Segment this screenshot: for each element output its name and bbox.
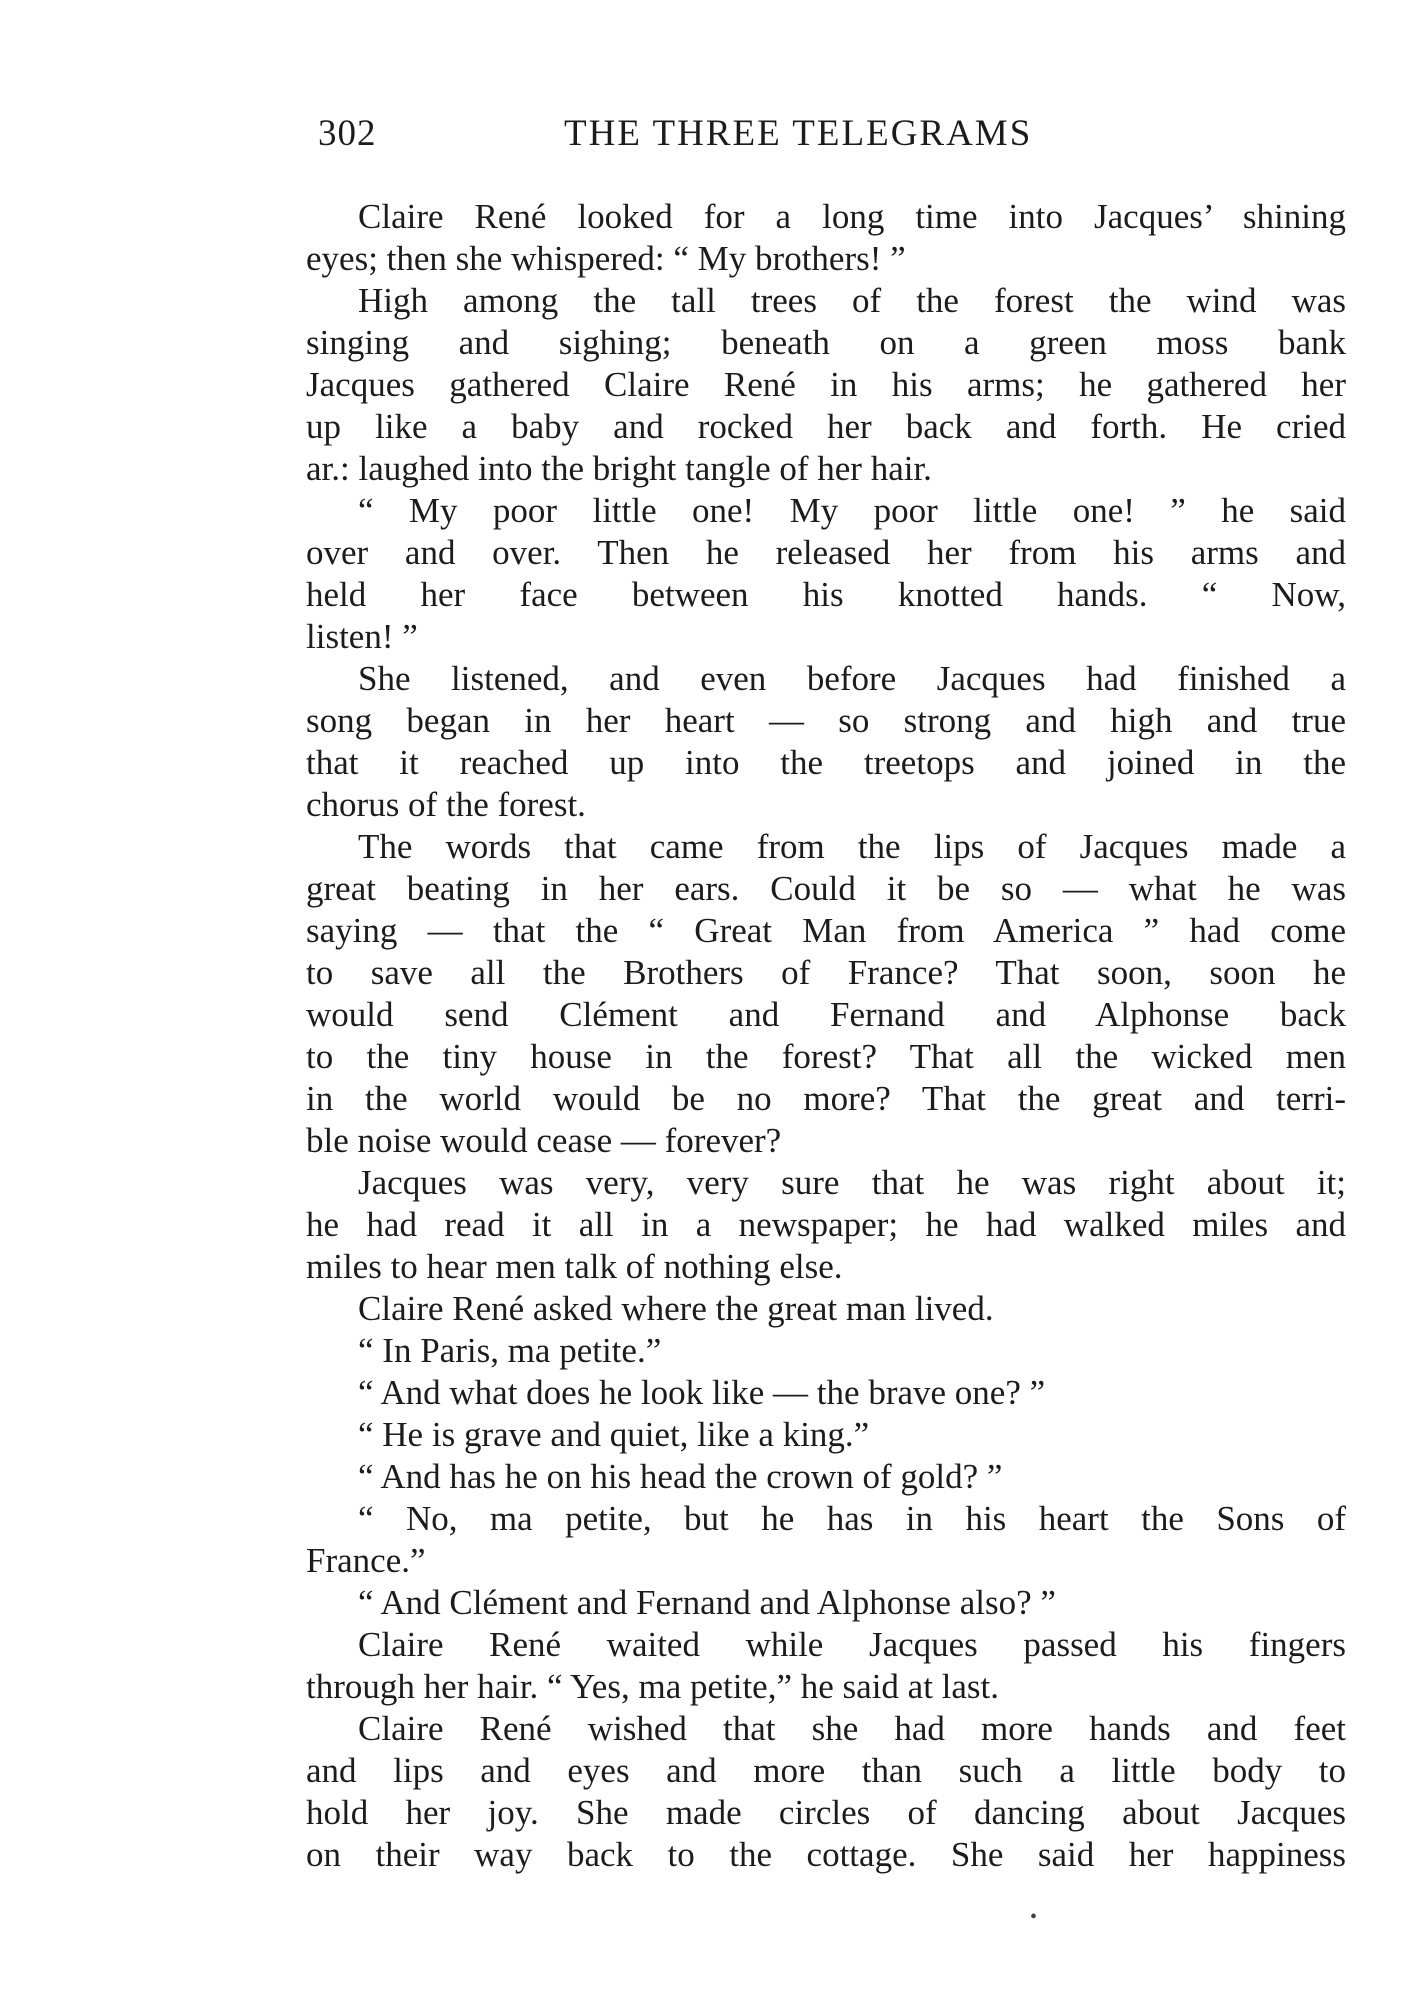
text-line: singing and sighing; beneath on a green moss bank <box>306 323 1346 362</box>
text-line: through her hair. “ Yes, ma petite,” he said at last. <box>306 1667 1000 1706</box>
text-line: hold her joy. She made circles of dancing about Jacques <box>306 1793 1346 1832</box>
text-line: “ And Clément and Fernand and Alphonse also? ” <box>358 1583 1056 1622</box>
text-line: on their way back to the cottage. She said her happiness <box>306 1835 1346 1874</box>
text-line: Claire René looked for a long time into Jacques’ shining <box>358 197 1346 236</box>
text-line: ble noise would cease — forever? <box>306 1121 782 1160</box>
text-line: he had read it all in a newspaper; he had walked miles and <box>306 1205 1346 1244</box>
text-line: “ And what does he look like — the brave one? ” <box>358 1373 1046 1412</box>
text-line: The words that came from the lips of Jacques made a <box>358 827 1346 866</box>
text-line: “ And has he on his head the crown of gold? ” <box>358 1457 1003 1496</box>
text-line: “ My poor little one! My poor little one! ” he said <box>358 491 1346 530</box>
text-line: Claire René waited while Jacques passed his fingers <box>358 1625 1346 1664</box>
text-line: “ No, ma petite, but he has in his heart the Sons of <box>358 1499 1346 1538</box>
text-line: held her face between his knotted hands. “ Now, <box>306 575 1346 614</box>
text-line: High among the tall trees of the forest the wind was <box>358 281 1346 320</box>
running-head <box>318 112 1108 162</box>
text-line: eyes; then she whispered: “ My brothers! ” <box>306 239 906 278</box>
text-line: listen! ” <box>306 617 418 656</box>
text-line: over and over. Then he released her from his arms and <box>306 533 1346 572</box>
text-line: France.” <box>306 1541 426 1580</box>
text-line: miles to hear men talk of nothing else. <box>306 1247 843 1286</box>
text-line: up like a baby and rocked her back and forth. He cried <box>306 407 1346 446</box>
text-line: chorus of the forest. <box>306 785 586 824</box>
text-line: “ He is grave and quiet, like a king.” <box>358 1415 870 1454</box>
text-line: that it reached up into the treetops and joined in the <box>306 743 1346 782</box>
text-line: “ In Paris, ma petite.” <box>358 1331 662 1370</box>
text-line: song began in her heart — so strong and high and true <box>306 701 1346 740</box>
text-line: would send Clément and Fernand and Alphonse back <box>306 995 1346 1034</box>
text-line: to the tiny house in the forest? That all the wicked men <box>306 1037 1346 1076</box>
text-line: great beating in her ears. Could it be so — what he was <box>306 869 1346 908</box>
text-line: Jacques gathered Claire René in his arms; he gathered her <box>306 365 1346 404</box>
text-line: ar.: laughed into the bright tangle of her hair. <box>306 449 932 488</box>
text-line: to save all the Brothers of France? That soon, soon he <box>306 953 1346 992</box>
text-line: Jacques was very, very sure that he was right about it; <box>358 1163 1346 1202</box>
body-text <box>306 196 1346 1876</box>
text-line: saying — that the “ Great Man from America ” had come <box>306 911 1346 950</box>
text-line: and lips and eyes and more than such a little body to <box>306 1751 1346 1790</box>
running-title: THE THREE TELEGRAMS <box>564 113 1033 154</box>
text-line: Claire René asked where the great man lived. <box>358 1289 994 1328</box>
text-line: Claire René wished that she had more hands and feet <box>358 1709 1346 1748</box>
text-line: in the world would be no more? That the great and terri- <box>306 1079 1346 1118</box>
text-line: She listened, and even before Jacques had finished a <box>358 659 1346 698</box>
page-number: 302 <box>318 113 377 154</box>
print-speck: • <box>1030 1906 1038 1928</box>
